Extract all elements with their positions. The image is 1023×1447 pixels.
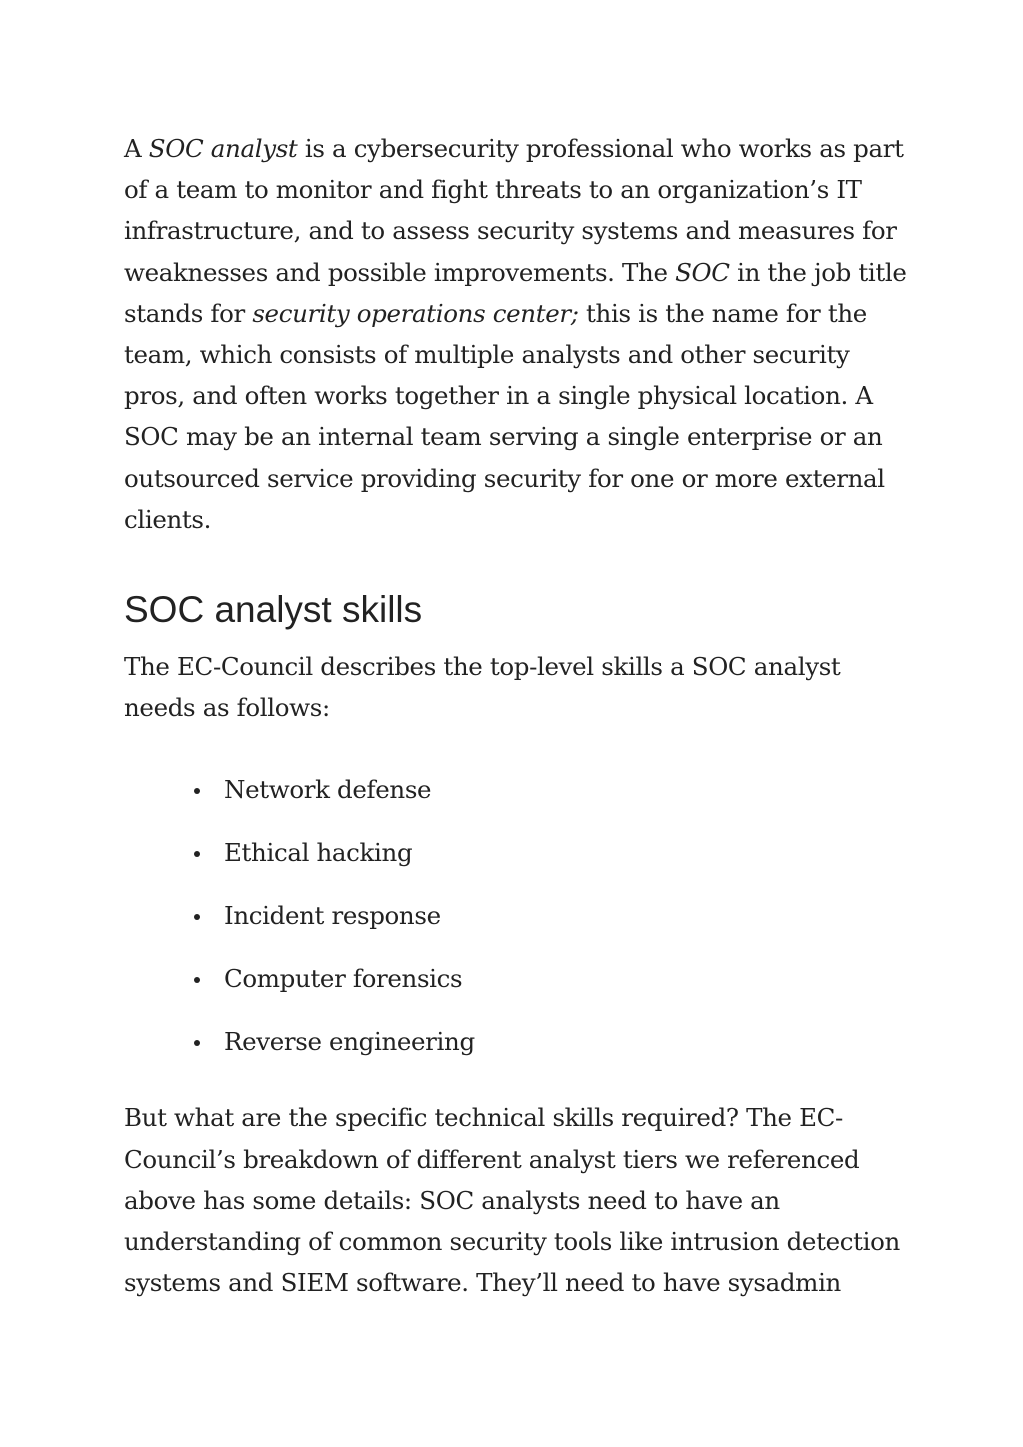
list-item	[194, 831, 914, 874]
intro-text-2: is a cybersecurity professional who works as part of a team to monitor and fight threats to an organization’s IT infrastructure, and to assess security systems and measures for weaknesses and possible improvements. The	[124, 134, 904, 287]
list-item	[194, 894, 914, 937]
bullet-icon	[194, 788, 200, 794]
list-item-label: Reverse engineering	[224, 1027, 475, 1057]
closing-paragraph: But what are the specific technical skills required? The EC-Council’s breakdown of different analyst tiers we referenced above has some details: SOC analysts need to have an understanding of common security tools like intrusion detection systems and SIEM software. They’ll need to have sysadmin	[124, 1103, 900, 1298]
intro-paragraph	[124, 128, 909, 540]
intro-text-1: A	[124, 134, 149, 163]
intro-text-3: in the job title stands for	[124, 257, 907, 328]
intro-emphasis-soc-analyst: SOC analyst	[148, 134, 298, 163]
list-item-label: Network defense	[224, 775, 432, 805]
intro-text-4: this is the name for the team, which consists of multiple analysts and other security pros, and often works together in a single physical location. A SOC may be an internal team serving a single enterprise or an outsourced service providing security for one or more external clients.	[124, 298, 885, 534]
list-item	[194, 768, 914, 811]
list-item	[194, 957, 914, 1000]
list-item-label: Incident response	[224, 901, 441, 931]
bullet-icon	[194, 914, 200, 920]
section-lead-paragraph: The EC-Council describes the top-level skills a SOC analyst needs as follows:	[124, 652, 841, 723]
bullet-icon	[194, 851, 200, 857]
intro-emphasis-soc: SOC	[675, 257, 730, 287]
skills-list	[124, 768, 914, 1063]
bullet-icon	[194, 977, 200, 983]
section-heading: SOC analyst skills	[124, 589, 423, 631]
list-item-label: Computer forensics	[224, 964, 463, 994]
intro-emphasis-security-operations-center: security operations center;	[252, 298, 579, 328]
list-item	[194, 1020, 914, 1063]
bullet-icon	[194, 1040, 200, 1046]
list-item-label: Ethical hacking	[224, 838, 413, 868]
article-body	[124, 128, 914, 1303]
